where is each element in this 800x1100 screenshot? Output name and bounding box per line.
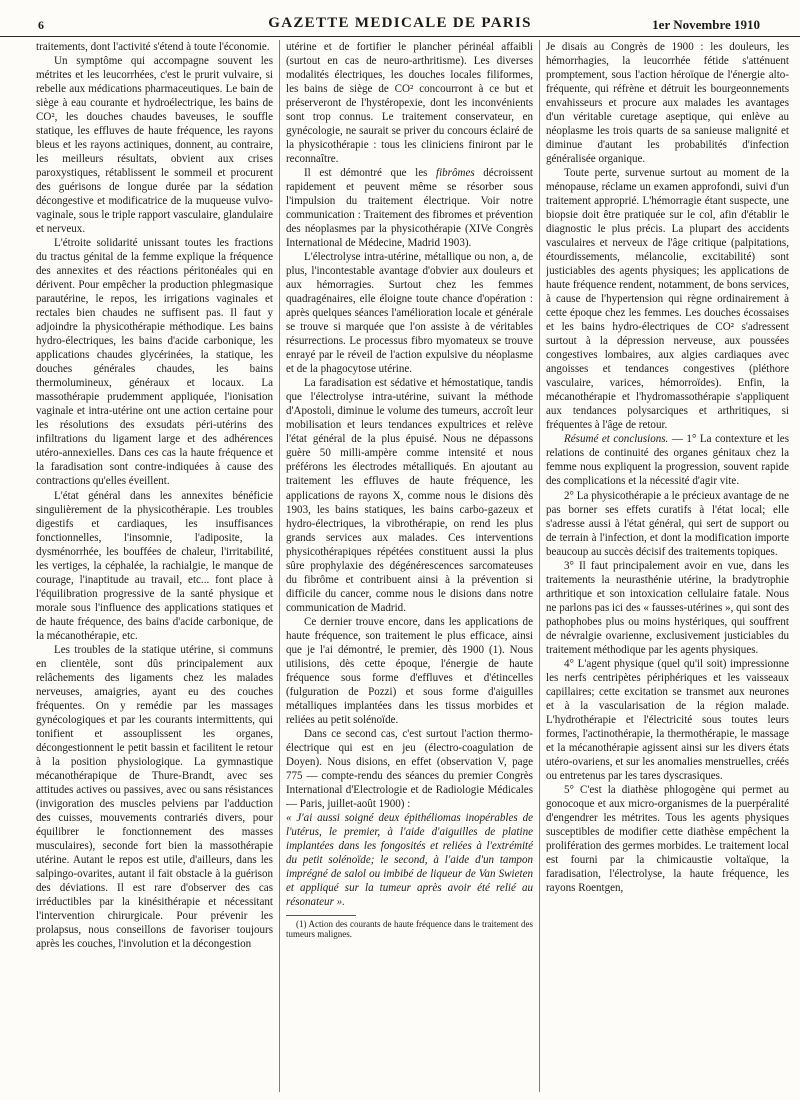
column-middle — [286, 40, 533, 1092]
text-run: Il est démontré que les — [304, 167, 436, 180]
section-heading-resume: Résumé et conclusions. — [564, 433, 669, 446]
paragraph: 3° Il faut principalement avoir en vue, dans les traitements la neurasthénie utérine, la bradytrophie arthritique et son intoxication cellulaire fatale. Nous ne parlons pas ici des « fausses-utérines », qui sont des pathophobes plus ou moins hystériques, qui souffrent de névralgie ovarienne, exclusivement justiciables du traitement méthodique par les agents physiques. — [546, 559, 789, 656]
paragraph: Dans ce second cas, c'est surtout l'action thermo-électrique qui est en jeu (électro-coagulation de Doyen). Nous disions, en effet (observation V, page 775 — compte-rendu des séances du premier Congrès International d'Electrologie et de Radiologie Médicales — Paris, juillet-août 1900) : — [286, 727, 533, 810]
page-number: 6 — [38, 18, 44, 32]
paragraph: 5° C'est la diathèse phlogogène qui permet au gonocoque et aux micro-organismes de la puerpéralité d'engendrer les métrites. Tous les agents physiques susceptibles de modifier cette diathèse empêchent la prolifération des germes morbides. Le traitement local est fourni par la chimicaustie voltaïque, la faradisation, l'électrolyse, la haute fréquence, les rayons Roentgen, — [546, 783, 789, 894]
paragraph: 4° L'agent physique (quel qu'il soit) impressionne les nerfs centripètes périphériques et les vaisseaux capillaires; cette excitation se transmet aux neurones et à la vascularisation de la région malade. L'hydrothérapie et l'électricité sous toutes leurs formes, l'actinothérapie, la thermothérapie, le massage et la mécanothérapie agissent ainsi sur les divers états utéro-ovariens, et sur les anomalies menstruelles, créés ou entretenus par les tares dyscrasiques. — [546, 657, 789, 782]
column-divider — [279, 40, 280, 1092]
journal-title: GAZETTE MEDICALE DE PARIS — [268, 15, 532, 31]
text-run: — 1° La contexture et les relations de continuité des organes génitaux chez la femme nous expliquent la progression, souvent rapide des complications et la nécessité d'agir vite. — [546, 433, 789, 488]
paragraph: Toute perte, survenue surtout au moment de la ménopause, réclame un examen approfondi, suivi d'un traitement approprié. L'hémorragie étant suspecte, une biopsie doit être pratiquée sur le col, afin d'établir le diagnostic le plus précis. La plupart des accidents vasculaires et nerveux de l'âge critique (palpitations, étourdissements, mélancolie, excitabilité) sont justiciables des agents physiques; les applications de haute fréquence rendent, notamment, de bons services, à cause de l'hypertension qui règne ordinairement à cette époque chez les femmes. Les douches écossaises et les bains hydro-électriques de CO² s'adressent surtout à la dépression nerveuse, aux poussées congestives lombaires, aux algies cardiaques avec angoisses et tendances congestives (pléthore vasculaire, varices, hémorroïdes). Enfin, la mécanothérapie et l'hydromassothérapie s'appliquent aux tendances polysarciques et arthritiques, si fréquentes à l'âge de retour. — [546, 167, 789, 432]
paragraph: L'état général dans les annexites bénéficie singulièrement de la physicothérapie. Les troubles digestifs et cardiaques, les insuffisances fonctionnelles, l'insomnie, l'adiposite, la dysménorrhée, les bouffées de chaleur, l'irritabilité, les vertiges, la céphalée, la rachialgie, le manque de courage, l'inaptitude au travail, etc... font place à l'équilibration progressive de la santé physique et morale sous l'influence des applications statiques et de haute fréquence, des bains d'acide carbonique, de la mécanothérapie, etc. — [36, 489, 273, 642]
emphasis-fibromes: fibrômes — [436, 167, 475, 180]
column-divider — [539, 40, 540, 1092]
footnote-divider — [286, 915, 356, 916]
column-left — [36, 40, 273, 1092]
issue-date: 1er Novembre 1910 — [652, 17, 760, 32]
paragraph: L'étroite solidarité unissant toutes les fractions du tractus génital de la femme explique la fréquence des annexites et des réactions péritonéales qui en dérivent. Pour empêcher la production phlegmasique parautérine, le repos, les irrigations vaginales et rectales bien chaudes ne suffisent pas. Il faut y adjoindre la physicothérapie méthodique. Les bains hydro-électriques, les bains d'acide carbonique, les applications chaudes glycérinées, la statique, les douches générales chaudes, les bains thermolumineux, généraux et locaux. La massothérapie prudemment appliquée, l'ionisation vaginale et intra-utérine ont une action certaine pour les résolutions des exsudats péri-utérins des infiltrations du ligament large et des adhérences utéro-annexielles. Dans ces cas la haute fréquence et la faradisation sont contre-indiquées à cause des contractions qu'elles éveillent. — [36, 237, 273, 488]
quotation: « J'ai aussi soigné deux épithéliomas inopérables de l'utérus, le premier, à l'aide d'aiguilles de platine implantées dans les fongosités et reliées à l'extrémité du petit solénoïde; le second, à l'aide d'un tampon imprégné de salol ou imbibé de liqueur de Van Swieten et appliqué sur la tumeur après avoir été relié au résonateur ». — [286, 811, 533, 908]
paragraph: traitements, dont l'activité s'étend à toute l'économie. — [36, 41, 270, 53]
paragraph: Un symptôme qui accompagne souvent les métrites et les leucorrhées, c'est le prurit vulvaire, si rebelle aux médications pharmaceutiques. Le bain de siège à eau courante et hydroélectrique, les bains de CO², les douches chaudes baveuses, le souffle statique, les effluves de haute fréquence, les rayons bleus et les rayons actiniques, donnent, au contraire, les meilleurs résultats, obvient aux crises paroxystiques, rétablissent le sommeil et procurent des guérisons de longue durée par la sédation décongestive et modificatrice de la muqueuse vulvo-vaginale, sous le triple rapport vasculaire, glandulaire et nerveux. — [36, 55, 273, 236]
paragraph: La faradisation est sédative et hémostatique, tandis que l'électrolyse intra-utérine, suivant la méthode d'Apostoli, diminue le volume des tumeurs, accroît leur mobilisation et leurs tendances expultrices et relève l'état général de la plus épuisé. Nous ne dépassons guère 50 milli-ampère comme intensité et nous préférons les électrodes métalliqués. En ajoutant au traitement les effluves de haute fréquence, les applications de rayons X, comme nous le disions dès 1903, les bains statiques, les bains carbo-gazeux et hydro-électriques, la vibrothérapie, on rend les plus grands services aux malades. Ces interventions physicothérapiques répétées constituent aussi la plus sûre prophylaxie des dégénérescences sarcomateuses du fibrôme et contribuent ainsi à la prévention si difficile du cancer, comme nous le disions dans notre communication de Madrid. — [286, 377, 533, 614]
text-run: décroissent rapidement et peuvent même se résorber sous l'impulsion du traitement électrique. Voir notre communication : Traitement des fibromes et prévention des néoplasmes par la physicothérapie (XIVe Congrès International de Médecine, Madrid 1903). — [286, 167, 533, 250]
paragraph: 2° La physicothérapie a le précieux avantage de ne pas borner ses effets curatifs à l'état local; elle s'adresse aussi à l'état général, qui sert de support ou de terrain à l'infection, et dont la modification importe beaucoup au succès décisif des traitements topiques. — [546, 489, 789, 558]
paragraph: Ce dernier trouve encore, dans les applications de haute fréquence, son traitement le plus efficace, ainsi que je l'ai démontré, le premier, dès 1900 (1). Nous utilisions, dès cette époque, l'énergie de haute fréquence sous forme d'effluves et d'étincelles (fulguration de Pozzi) et sous forme d'aiguilles métalliques implantées dans les tissus morbides et reliées au petit solénoïde. — [286, 615, 533, 726]
paragraph: utérine et de fortifier le plancher périnéal affaibli (surtout en cas de neuro-arthritisme). Les diverses modalités électriques, les douches locales filiformes, les bains de siège de CO² concourront à ce but et préserveront de l'hystéropexie, dont les inconvénients sont trop connus. Le traitement conservateur, en gynécologie, ne saurait se priver du concours éclairé de la physicothérapie : tous les cliniciens finiront par le reconnaître. — [286, 41, 533, 166]
paragraph: Les troubles de la statique utérine, si communs en clientèle, sont dûs principalement aux relâchements des ligaments chez les malades nerveuses, amaigries, ayant eu des couches fréquentes. On y remédie par les massages gynécologiques et par les courants intermittents, qui tonifient et assouplissent les organes, décongestionnent le petit bassin et facilitent le retour à la position physiologique. La gymnastique mécanothérapique de Thure-Brandt, avec ses attitudes actives ou passives, avec ou sans résistances (invigoration des muscles pelviens par l'adduction des cuisses, mouvements contrariés divers, pour équilibrer le fonctionnement des masses musculaires), seconde fort bien la massothérapie utérine. Autant le repos est utile, d'ailleurs, dans les salpingo-ovarites, autant il fait obstacle à la guérison des déviations. Il est rare d'observer des cas irréductibles par la kinésithérapie et nécessitant l'intervention chirurgicale. Pour prévenir les prolapsus, nous conseillons de favoriser toujours après les couches, l'involution et la décongestion — [36, 643, 273, 950]
paragraph — [286, 166, 533, 250]
paragraph — [546, 432, 789, 488]
paragraph: Je disais au Congrès de 1900 : les douleurs, les hémorrhagies, la leucorrhée fétide s'atténuent promptement, sous l'action héroïque de l'énergie alto-fréquente, qui réfrène et détruit les bourgeonnements envahisseurs et procure aux malades les avantages d'un véritable curetage aseptique, qui enlève au néoplasme les trois quarts de sa sanieuse malignité et diminue d'autant les probabilités d'infection généralisée organique. — [546, 41, 789, 166]
column-right — [546, 40, 789, 1092]
footnote: (1) Action des courants de haute fréquence dans le traitement des tumeurs malignes. — [286, 918, 533, 940]
page-header — [0, 0, 800, 37]
paragraph: L'électrolyse intra-utérine, métallique ou non, a, de plus, l'incontestable avantage d'obvier aux douleurs et aux hémorragies. Surtout chez les femmes quadragénaires, elle éloigne toute chance d'opération : après quelques séances l'amélioration locale et générale se trouve si marquée que l'on assiste à de véritables résurrections. Le processus fibro myomateux se trouve enrayé par le réveil de l'action expulsive du néoplasme et de la phagocytose utérine. — [286, 251, 533, 376]
